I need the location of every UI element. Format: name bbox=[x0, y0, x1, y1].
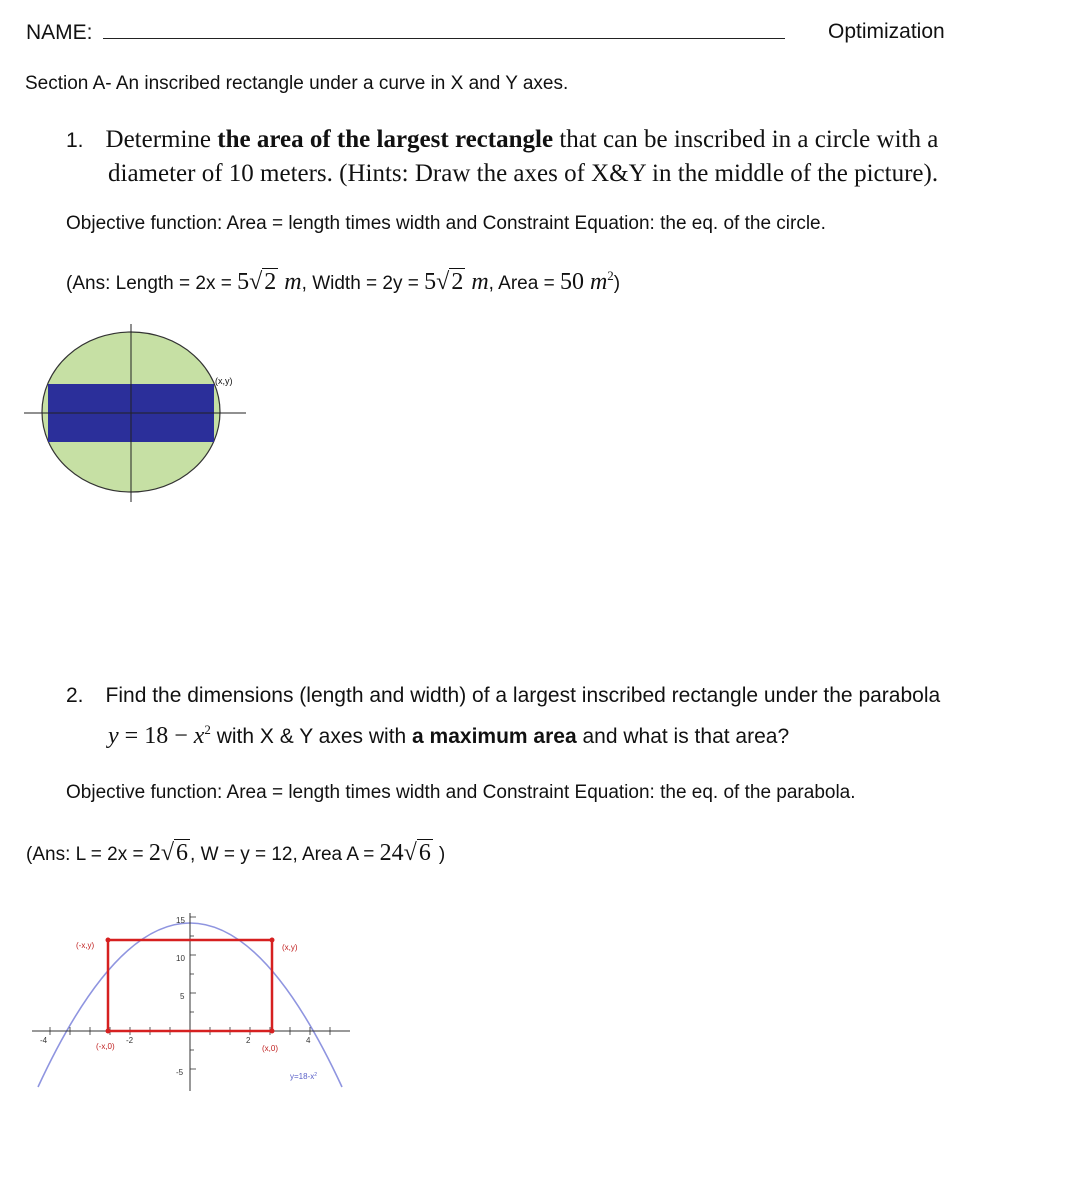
exponent: 2 bbox=[204, 722, 211, 737]
y-tick-label: 5 bbox=[180, 992, 185, 1001]
corner-point bbox=[106, 1029, 111, 1034]
var-y: y bbox=[108, 723, 119, 749]
sqrt-icon: √ bbox=[160, 840, 175, 866]
x-tick-label: -4 bbox=[40, 1036, 48, 1045]
problem1-text-tail: that can be inscribed in a circle with a bbox=[553, 126, 939, 153]
unit: m bbox=[471, 269, 489, 295]
x-tick-label: 2 bbox=[246, 1036, 251, 1045]
problem1-line2: diameter of 10 meters. (Hints: Draw the axes of X&Y in the middle of the picture). bbox=[108, 160, 939, 187]
area-value bbox=[380, 839, 439, 866]
name-label: NAME: bbox=[26, 21, 93, 44]
radicand: 2 bbox=[264, 269, 277, 295]
problem1-answer bbox=[66, 268, 620, 296]
problem2-text: with X & Y axes with bbox=[210, 725, 413, 748]
answer-prefix: (Ans: L = 2x = bbox=[26, 844, 149, 865]
curve-label: $y=18-x^2$ bbox=[290, 1072, 318, 1081]
problem2-text: Find the dimensions (length and width) of a largest inscribed rectangle under the parabola bbox=[105, 684, 941, 707]
coef: 2 bbox=[148, 840, 161, 866]
area-label: , Area = bbox=[488, 273, 560, 294]
name-row bbox=[26, 20, 785, 45]
length-value bbox=[237, 268, 302, 295]
coef: 5 bbox=[424, 269, 437, 295]
answer-prefix: (Ans: Length = 2x = bbox=[66, 273, 238, 294]
point-label: (x,y) bbox=[215, 376, 233, 386]
problem1-number: 1. bbox=[66, 129, 84, 152]
radicand: 6 bbox=[176, 840, 189, 866]
coef: 24 bbox=[379, 840, 404, 866]
radicand: 2 bbox=[451, 269, 464, 295]
unit: m bbox=[284, 269, 302, 295]
eq-mid: = 18 − bbox=[118, 723, 194, 749]
sqrt-icon: √ bbox=[403, 840, 417, 866]
problem2-number: 2. bbox=[66, 684, 84, 707]
radicand: 6 bbox=[418, 840, 431, 866]
circle-figure bbox=[24, 322, 250, 504]
corner-point bbox=[106, 938, 111, 943]
sqrt-icon: √ bbox=[249, 269, 263, 295]
width-area-label: , W = y = 12, Area A = bbox=[190, 844, 380, 865]
close-paren: ) bbox=[613, 273, 621, 294]
problem1-bold-text: the area of the largest rectangle bbox=[217, 126, 554, 153]
x-tick-label: -2 bbox=[126, 1036, 134, 1045]
area-number: 50 bbox=[559, 269, 584, 295]
problem2-answer bbox=[26, 840, 445, 867]
label-right-top: (x,y) bbox=[282, 943, 298, 952]
corner-point bbox=[270, 1029, 275, 1034]
name-blank-line[interactable] bbox=[103, 20, 785, 39]
label-right-bottom: (x,0) bbox=[262, 1044, 278, 1053]
problem1-objective: Objective function: Area = length times width and Constraint Equation: the eq. of the circle. bbox=[66, 213, 826, 234]
label-left-bottom: (-x,0) bbox=[96, 1042, 115, 1051]
var-x: x bbox=[193, 723, 205, 749]
problem2-text-tail: and what is that area? bbox=[576, 725, 790, 748]
y-tick-label: -5 bbox=[176, 1068, 184, 1077]
problem2-bold-text: a maximum area bbox=[412, 725, 577, 748]
problem1-text: Determine bbox=[105, 126, 218, 153]
unit: m bbox=[589, 269, 608, 295]
problem2-objective: Objective function: Area = length times width and Constraint Equation: the eq. of the parabola. bbox=[66, 782, 856, 803]
corner-point bbox=[270, 938, 275, 943]
width-label: , Width = 2y = bbox=[301, 273, 425, 294]
width-value bbox=[424, 268, 489, 295]
sqrt-icon: √ bbox=[436, 269, 450, 295]
y-tick-label: 15 bbox=[176, 916, 185, 925]
coef: 5 bbox=[237, 269, 250, 295]
section-title: Section A- An inscribed rectangle under a curve in X and Y axes. bbox=[25, 73, 569, 94]
label-left-top: (-x,y) bbox=[76, 941, 95, 950]
parabola-equation bbox=[108, 723, 211, 749]
problem2-line2 bbox=[108, 722, 789, 750]
topic-title: Optimization bbox=[828, 20, 945, 43]
close-paren: ) bbox=[438, 844, 446, 865]
y-tick-label: 10 bbox=[176, 954, 185, 963]
x-tick-label: 4 bbox=[306, 1036, 311, 1045]
problem1-line1 bbox=[66, 123, 938, 158]
exponent: 2 bbox=[607, 268, 614, 283]
parabola-figure bbox=[30, 895, 360, 1095]
length-value bbox=[149, 839, 190, 866]
problem2-line1 bbox=[66, 684, 940, 708]
area-value bbox=[560, 269, 614, 295]
